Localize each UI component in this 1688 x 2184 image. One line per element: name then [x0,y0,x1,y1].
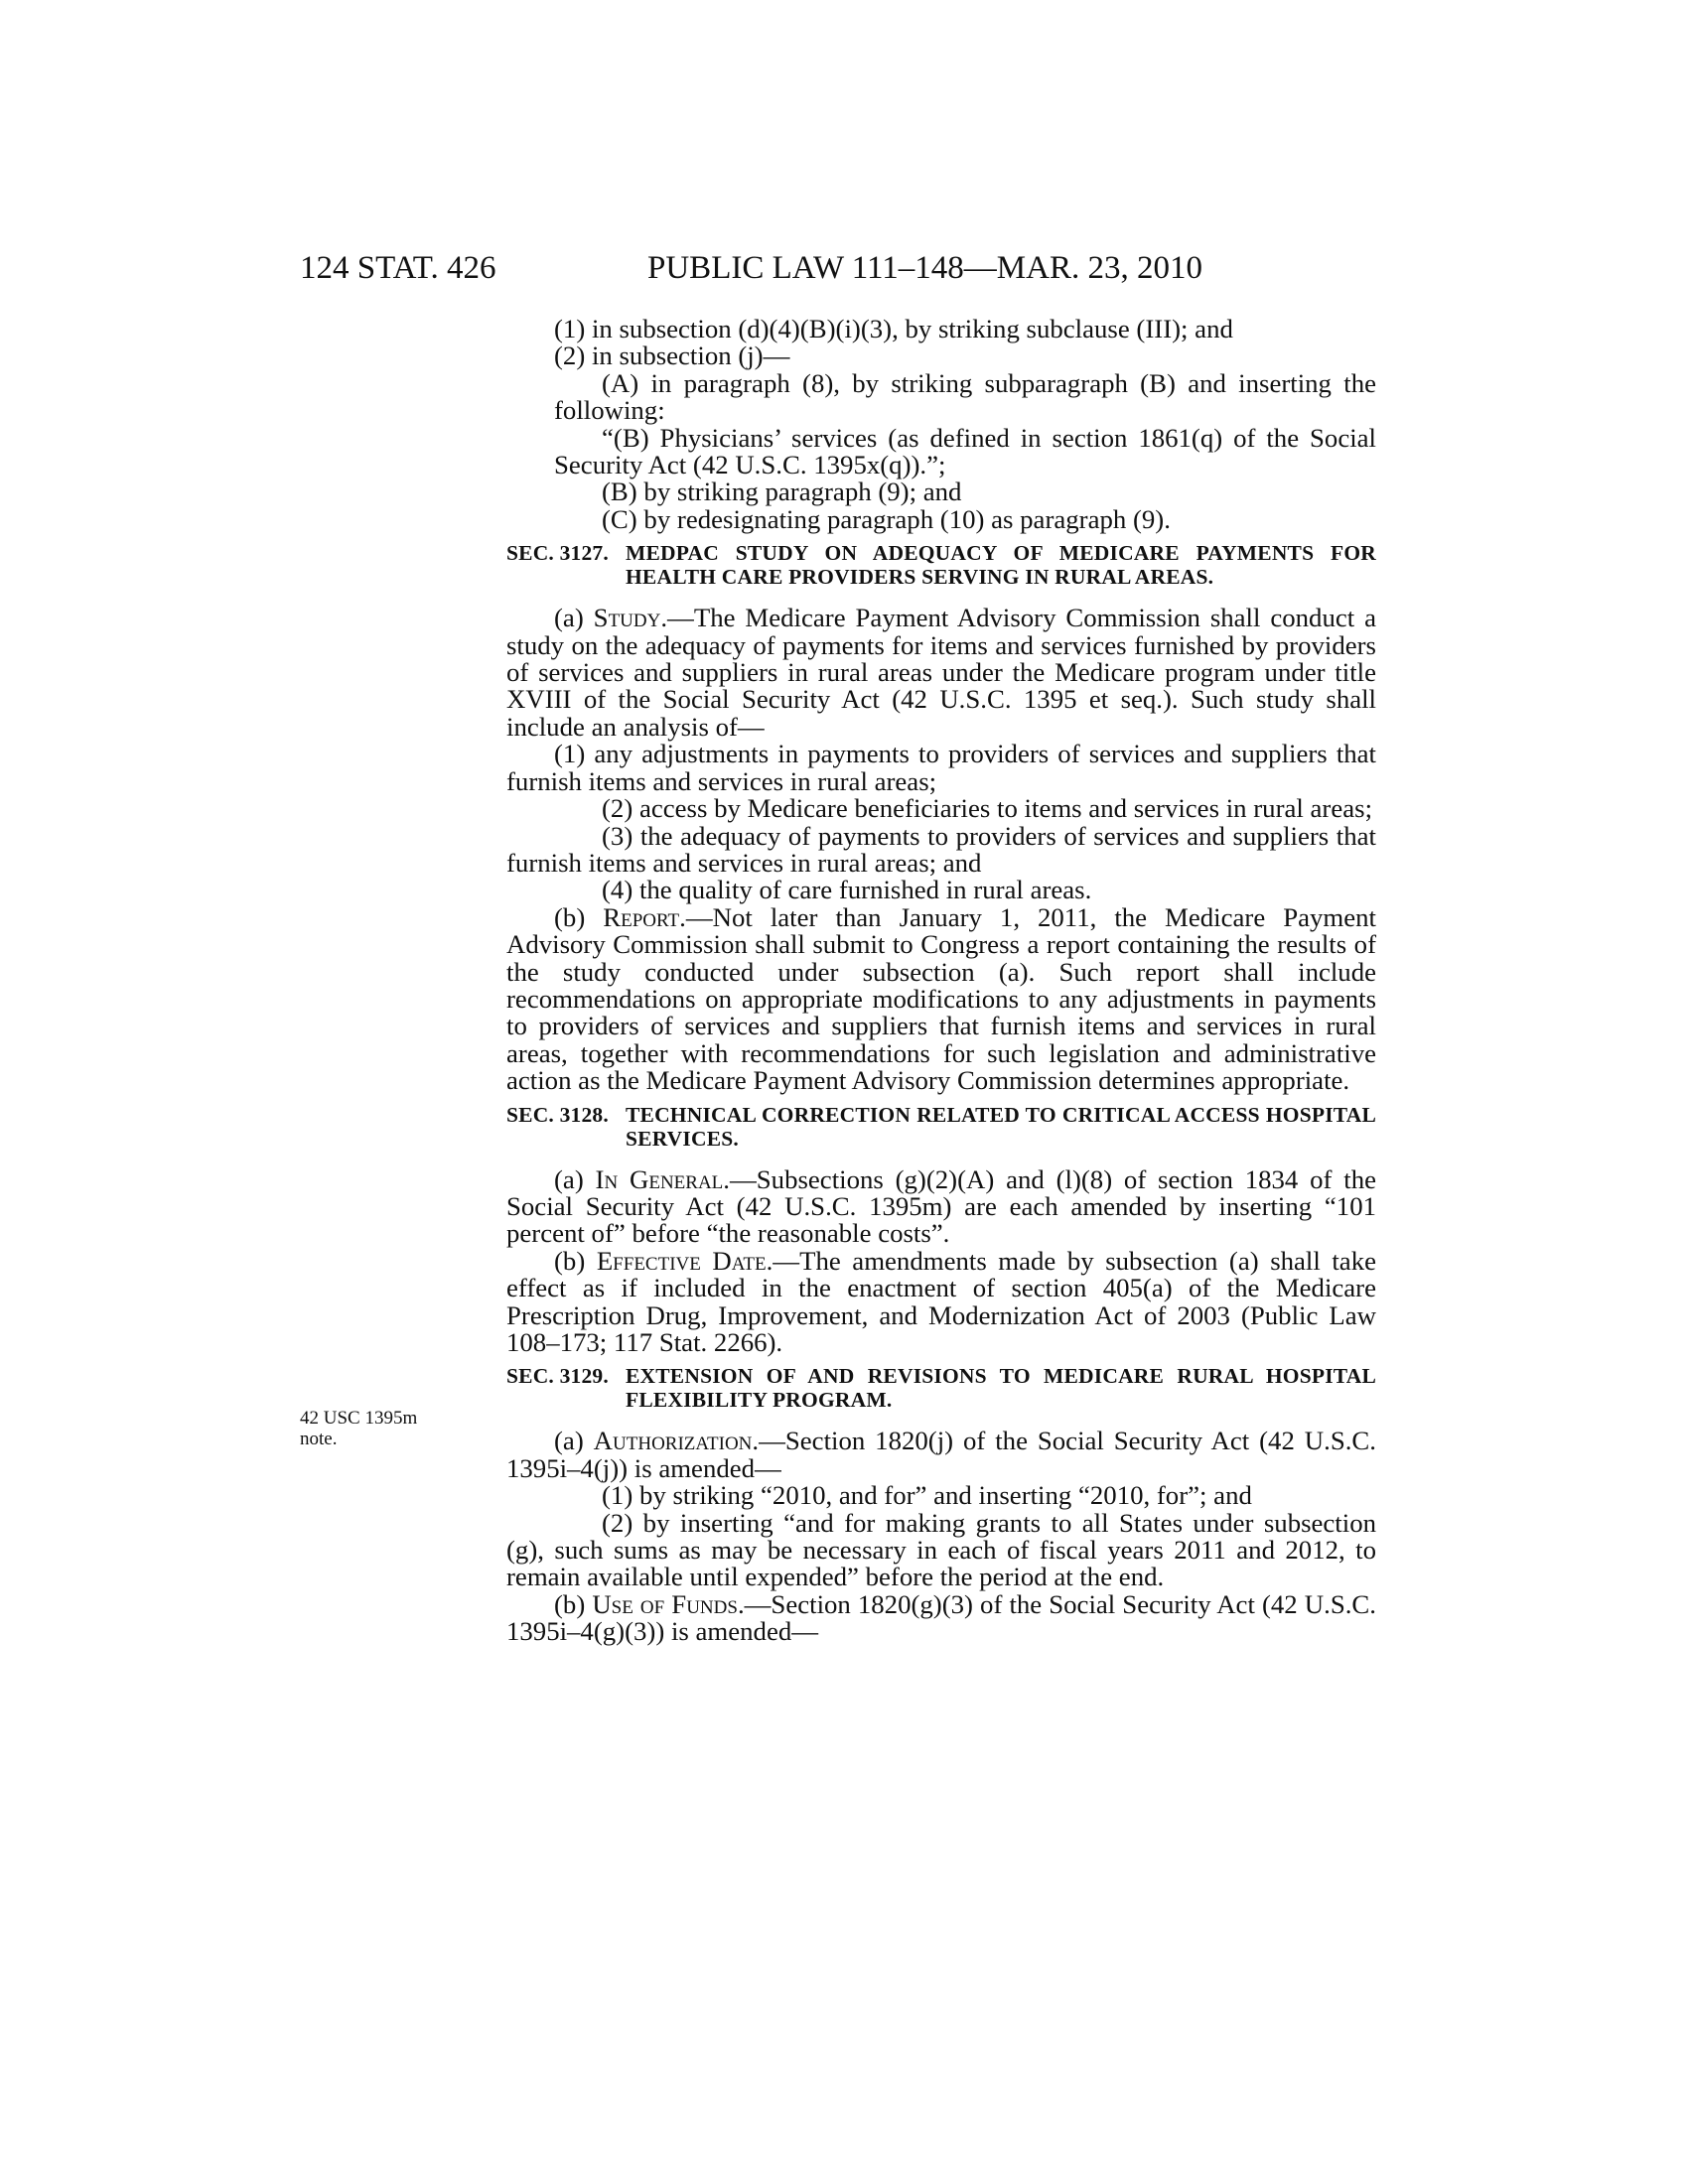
intro-item-2: (2) in subsection (j)— [554,341,790,371]
subsection-3128-a [506,1163,1376,1249]
margin-note-suffix: note. [300,1429,338,1449]
paragraph-3127-a-3: (3) the adequacy of payments to providers of services and suppliers that furnish items and services in rural areas; and [506,820,1376,878]
subsection-text: .—Not later than January 1, 2011, the Medicare Payment Advisory Commission shall submit to Congress a report containing the results of the study conducted under subsection (a). Such report shall include recommendations on appropriate modifications to any adjustments in payments to providers of services and suppliers that furnish items and services in rural areas, together with recommendations for such legislation and administrative action as the Medicare Payment Advisory Commission determines appropriate. [506,901,1376,1096]
subsection-label: (a) [554,603,594,633]
paragraph-text: (1) any adjustments in payments to providers of services and suppliers that furnish items and services in rural areas; [506,739,1376,796]
section-heading-3128 [506,1103,1376,1151]
subsection-label: (a) [554,1163,596,1194]
subsection-text: .—The amendments made by subsection (a) shall take effect as if included in the enactment of section 405(a) of the Medicare Prescription Drug, Improvement, and Modernization Act of 2003 (Public Law 108–173; 117 Stat. 2266). [506,1245,1376,1357]
intro-item-2b: (B) by striking paragraph (9); and [602,477,962,507]
section-number: SEC. 3129. [506,1364,609,1389]
subsection-heading: Study [593,603,661,633]
subsection-3127-a [506,605,1376,741]
subsection-label: (b) [554,1588,593,1619]
law-title: PUBLIC LAW 111–148—MAR. 23, 2010 [647,250,1202,286]
subsection-label: (b) [554,901,604,932]
section-heading-3129 [506,1364,1376,1412]
subsection-label: (b) [554,1245,597,1276]
subsection-heading: In General [595,1163,724,1194]
paragraph-3127-a-1 [506,741,1376,795]
subsection-3128-b [506,1245,1376,1357]
section-number: SEC. 3127. [506,541,609,566]
margin-note [300,1408,459,1449]
paragraph-3127-a-2: (2) access by Medicare beneficiaries to items and services in rural areas; [602,793,1373,824]
paragraph-3127-a-4: (4) the quality of care furnished in rural areas. [602,875,1092,905]
subsection-heading: Use of Funds [592,1588,738,1619]
subsection-3127-b [506,901,1376,1096]
subsection-3129-a [506,1428,1376,1482]
intro-item-2a-quote: “(B) Physicians’ services (as defined in section 1861(q) of the Social Security Act (42 U.S.C. 1395x(q)).”; [554,422,1376,480]
subsection-heading: Report [603,901,680,932]
subsection-label: (a) [554,1426,594,1456]
subsection-text: .—Subsections (g)(2)(A) and (l)(8) of section 1834 of the Social Security Act (42 U.S.C. 1395m) are each amended by inserting “101 percent of” before “the reasonable costs”. [506,1163,1376,1249]
intro-item-1: (1) in subsection (d)(4)(B)(i)(3), by striking subclause (III); and [554,314,1233,343]
subsection-heading: Authorization [593,1426,753,1456]
subsection-text: .—Section 1820(j) of the Social Security Act (42 U.S.C. 1395i–4(j)) is amended— [506,1426,1376,1483]
intro-item-2a: (A) in paragraph (8), by striking subparagraph (B) and inserting the following: [554,367,1376,426]
paragraph-3129-a-2: (2) by inserting “and for making grants to all States under subsection (g), such sums as may be necessary in each of fiscal years 2011 and 2012, to remain available until expended” before the period at the end. [506,1507,1376,1592]
section-title: MEDPAC STUDY ON ADEQUACY OF MEDICARE PAYMENTS FOR HEALTH CARE PROVIDERS SERVING IN RURAL AREAS. [626,541,1376,590]
subsection-3129-b [506,1588,1376,1647]
subsection-text: .—Section 1820(g)(3) of the Social Security Act (42 U.S.C. 1395i–4(g)(3)) is amended— [506,1588,1376,1647]
running-head [300,246,1390,290]
subsection-text: .—The Medicare Payment Advisory Commission shall conduct a study on the adequacy of payments for items and services furnished by providers of services and suppliers in rural areas under the Medicare program under title XVIII of the Social Security Act (42 U.S.C. 1395 et seq.). Such study shall include an analysis of— [506,603,1376,742]
margin-note-citation: 42 USC 1395m [300,1408,418,1429]
section-number: SEC. 3128. [506,1102,609,1127]
section-title: EXTENSION OF AND REVISIONS TO MEDICARE RURAL HOSPITAL FLEXIBILITY PROGRAM. [626,1364,1376,1413]
statute-reference: 124 STAT. 426 [300,250,496,286]
paragraph-3129-a-1: (1) by striking “2010, and for” and inserting “2010, for”; and [602,1480,1252,1511]
section-heading-3127 [506,541,1376,589]
body-column [506,316,1376,1646]
section-title: TECHNICAL CORRECTION RELATED TO CRITICAL ACCESS HOSPITAL SERVICES. [626,1102,1376,1151]
intro-item-2c: (C) by redesignating paragraph (10) as paragraph (9). [602,503,1171,534]
subsection-heading: Effective Date [596,1245,767,1276]
